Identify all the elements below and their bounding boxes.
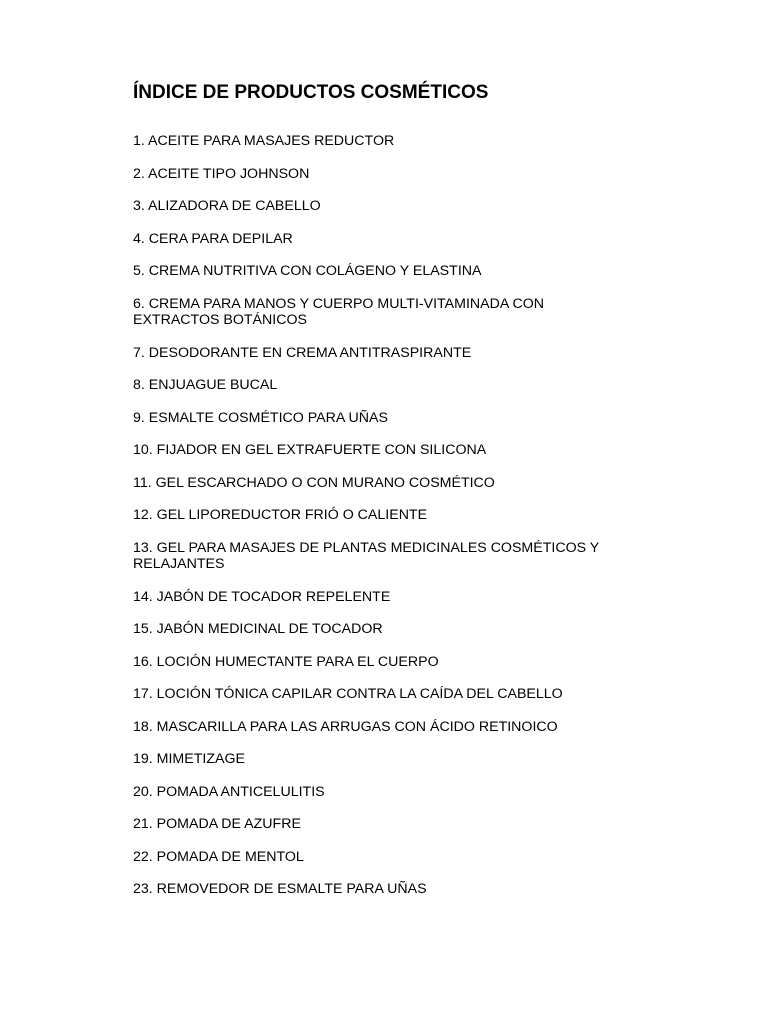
list-item: 9. ESMALTE COSMÉTICO PARA UÑAS: [133, 409, 388, 426]
list-item: 6. CREMA PARA MANOS Y CUERPO MULTI-VITAMINADA CON EXTRACTOS BOTÁNICOS: [133, 295, 544, 328]
list-item: 14. JABÓN DE TOCADOR REPELENTE: [133, 588, 391, 605]
list-item: 22. POMADA DE MENTOL: [133, 848, 304, 865]
list-item: 1. ACEITE PARA MASAJES REDUCTOR: [133, 133, 395, 149]
list-item: 18. MASCARILLA PARA LAS ARRUGAS CON ÁCIDO RETINOICO: [133, 718, 558, 735]
list-item: 16. LOCIÓN HUMECTANTE PARA EL CUERPO: [133, 653, 439, 670]
list-item: 21. POMADA DE AZUFRE: [133, 816, 301, 832]
list-item: 8. ENJUAGUE BUCAL: [133, 377, 278, 393]
list-item: 11. GEL ESCARCHADO O CON MURANO COSMÉTICO: [133, 474, 495, 491]
list-item: 5. CREMA NUTRITIVA CON COLÁGENO Y ELASTINA: [133, 263, 482, 279]
list-item: 20. POMADA ANTICELULITIS: [133, 783, 325, 800]
list-item: 2. ACEITE TIPO JOHNSON: [133, 165, 310, 182]
list-item: 3. ALIZADORA DE CABELLO: [133, 198, 321, 214]
list-item: 10. FIJADOR EN GEL EXTRAFUERTE CON SILICONA: [133, 442, 487, 458]
list-item: 19. MIMETIZAGE: [133, 751, 245, 767]
document-title: ÍNDICE DE PRODUCTOS COSMÉTICOS: [133, 82, 489, 103]
list-item: 4. CERA PARA DEPILAR: [133, 230, 293, 247]
list-item: 17. LOCIÓN TÓNICA CAPILAR CONTRA LA CAÍDA DEL CABELLO: [133, 686, 563, 702]
list-item: 13. GEL PARA MASAJES DE PLANTAS MEDICINALES COSMÉTICOS Y RELAJANTES: [133, 539, 599, 572]
list-item: 7. DESODORANTE EN CREMA ANTITRASPIRANTE: [133, 344, 472, 361]
product-index-list: [133, 133, 633, 898]
list-item: 12. GEL LIPOREDUCTOR FRIÓ O CALIENTE: [133, 507, 428, 523]
document-page: [133, 80, 633, 914]
list-item: 23. REMOVEDOR DE ESMALTE PARA UÑAS: [133, 881, 427, 897]
list-item: 15. JABÓN MEDICINAL DE TOCADOR: [133, 621, 383, 637]
